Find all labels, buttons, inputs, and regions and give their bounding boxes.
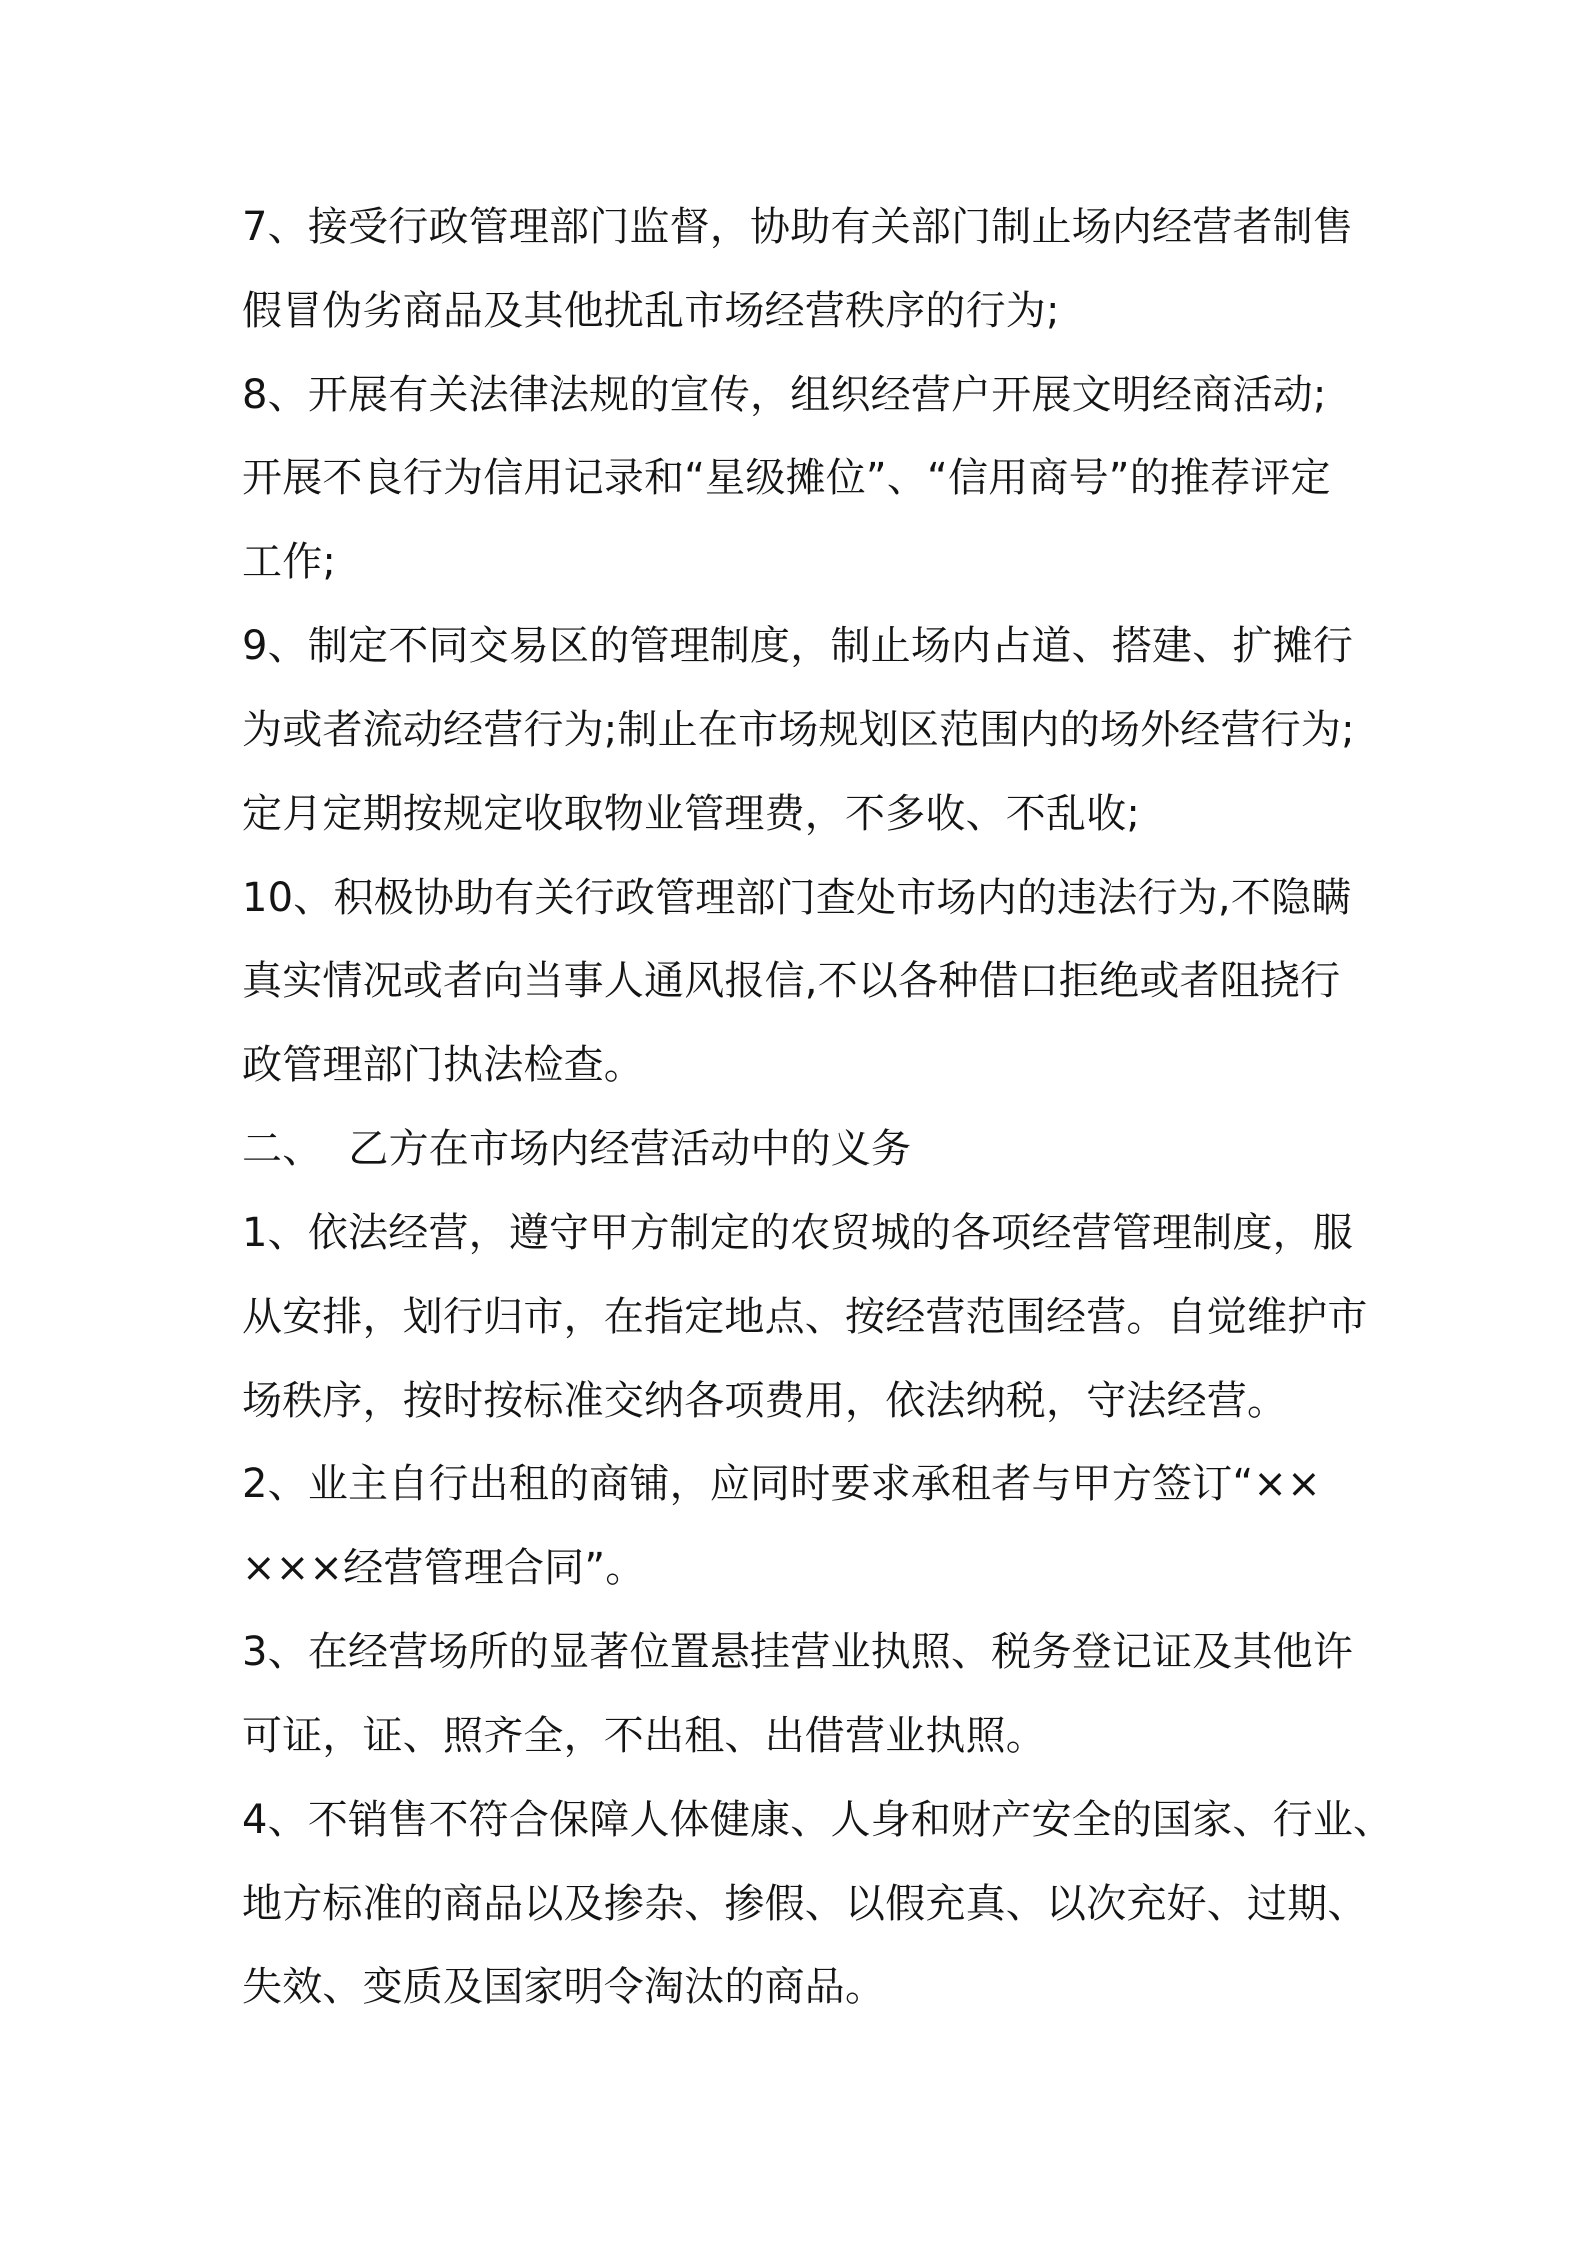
section-two-clause-1-line-2: 从安排，划行归市，在指定地点、按经营范围经营。自觉维护市 [242, 1293, 1368, 1340]
clause-10-line-3: 政管理部门执法检查。 [242, 1042, 644, 1089]
section-two-clause-4-line-3: 失效、变质及国家明令淘汰的商品。 [242, 1964, 886, 2011]
section-two-clause-2-line-1: 2、业主自行出租的商铺，应同时要求承租者与甲方签订“×× [242, 1461, 1321, 1508]
section-two-clause-3 [242, 1611, 1442, 1779]
clause-10-line-1: 10、积极协助有关行政管理部门查处市场内的违法行为,不隐瞒 [242, 874, 1352, 921]
section-two-clause-1-line-3: 场秩序，按时按标准交纳各项费用，依法纳税，守法经营。 [242, 1377, 1288, 1424]
section-two-clause-4 [242, 1779, 1442, 2030]
section-two-clause-3-line-2: 可证，证、照齐全，不出租、出借营业执照。 [242, 1712, 1046, 1759]
clause-9-line-2: 为或者流动经营行为;制止在市场规划区范围内的场外经营行为; [242, 706, 1355, 753]
section-two-clause-4-line-1: 4、不销售不符合保障人体健康、人身和财产安全的国家、行业、 [242, 1796, 1394, 1843]
clause-8-line-1: 8、开展有关法律法规的宣传，组织经营户开展文明经商活动; [242, 371, 1327, 418]
clause-8-line-2: 开展不良行为信用记录和“星级摊位”、“信用商号”的推荐评定 [242, 455, 1331, 502]
clause-7-line-2: 假冒伪劣商品及其他扰乱市场经营秩序的行为; [242, 287, 1060, 334]
document-body [242, 186, 1442, 2030]
section-two-clause-4-line-2: 地方标准的商品以及掺杂、掺假、以假充真、以次充好、过期、 [242, 1880, 1368, 1927]
clause-10 [242, 857, 1442, 1108]
section-two-clause-1-line-1: 1、依法经营，遵守甲方制定的农贸城的各项经营管理制度，服 [242, 1209, 1354, 1256]
section-two-clause-1 [242, 1192, 1442, 1443]
clause-9-line-3: 定月定期按规定收取物业管理费，不多收、不乱收; [242, 790, 1141, 837]
section-two-clause-2-line-2: ×××经营管理合同”。 [242, 1545, 646, 1592]
clause-8-line-3: 工作; [242, 539, 337, 586]
clause-9-line-1: 9、制定不同交易区的管理制度，制止场内占道、搭建、扩摊行 [242, 623, 1354, 670]
section-two-number: 二、 [242, 1126, 323, 1173]
section-two-heading [242, 1108, 1442, 1192]
clause-8 [242, 354, 1442, 605]
section-two-clause-3-line-1: 3、在经营场所的显著位置悬挂营业执照、税务登记证及其他许 [242, 1629, 1354, 1676]
clause-7 [242, 186, 1442, 354]
section-two-title: 乙方在市场内经营活动中的义务 [348, 1126, 912, 1173]
section-two-clause-2 [242, 1443, 1442, 1611]
clause-7-line-1: 7、接受行政管理部门监督，协助有关部门制止场内经营者制售 [242, 204, 1354, 250]
clause-10-line-2: 真实情况或者向当事人通风报信,不以各种借口拒绝或者阻挠行 [242, 958, 1341, 1005]
clause-9 [242, 605, 1442, 856]
